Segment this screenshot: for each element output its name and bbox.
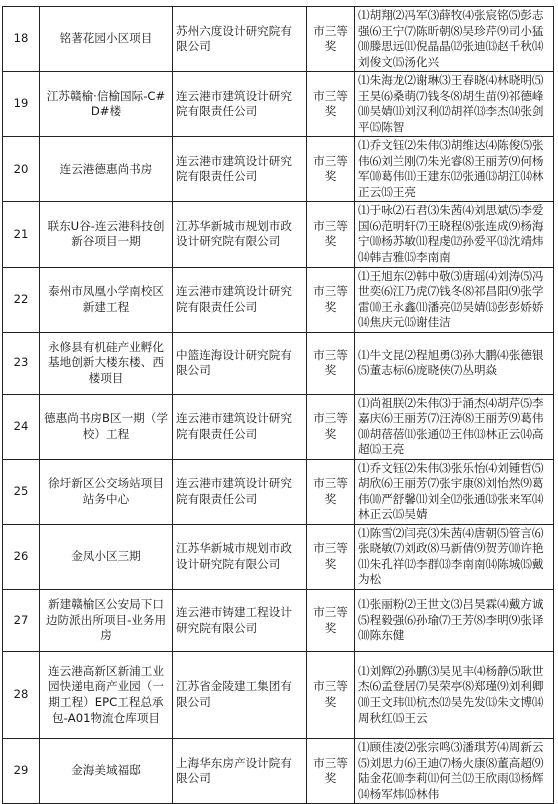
award-level: 市三等奖 — [307, 394, 355, 459]
table-row — [3, 739, 554, 804]
project-name: 金海美域福邸 — [40, 739, 173, 804]
table-row — [3, 652, 554, 739]
row-number: 25 — [3, 459, 40, 524]
row-number: 18 — [3, 7, 40, 72]
project-name: 连云港德惠尚书房 — [40, 137, 173, 202]
team-members: ⑴朱海龙⑵谢琳⑶王春晓⑷林晓明⑸王昊⑹桑萌⑺钱冬⑻胡生苗⑼祁德峰⑽吴婧⑾刘汉利⑿胡祥⒀李杰⒁张剑平⒂陈智 — [355, 72, 554, 137]
table-row — [3, 267, 554, 332]
team-members: ⑴王旭东⑵韩中敬⑶唐瑶⑷刘涛⑸冯世奕⑹江乃虎⑺钱冬⑻祁昌阳⑼张学雷⑽王永鑫⑾潘亮⑿吴婧⒀彭彭娇娇⒁焦庆元⒂谢佳洁 — [355, 267, 554, 332]
table-row — [3, 459, 554, 524]
award-table — [2, 6, 554, 804]
design-unit: 连云港市建筑设计研究院有限责任公司 — [173, 459, 307, 524]
table-row — [3, 524, 554, 589]
design-unit: 中篮连海设计研究院有限公司 — [173, 332, 307, 394]
award-level: 市三等奖 — [307, 652, 355, 739]
design-unit: 江苏华新城市规划市政设计研究院有限公司 — [173, 202, 307, 267]
row-number: 19 — [3, 72, 40, 137]
design-unit: 上海华东房产设计院有限公司 — [173, 739, 307, 804]
row-number: 20 — [3, 137, 40, 202]
award-level: 市三等奖 — [307, 202, 355, 267]
row-number: 22 — [3, 267, 40, 332]
design-unit: 连云港市建筑设计研究院有限责任公司 — [173, 137, 307, 202]
design-unit: 连云港市建筑设计研究院有限责任公司 — [173, 72, 307, 137]
row-number: 24 — [3, 394, 40, 459]
team-members: ⑴胡翔⑵冯军⑶薛牧⑷张宸铭⑸彭志强⑹王宁⑺陈昕朝⑻吴珍芹⑼司小猛⑽滕思远⑾倪晶晶⑿张迪⒀赵千秋⒁刘俊文⒂汤化兴 — [355, 7, 554, 72]
team-members: ⑴刘辉⑵孙鹏⑶吴见丰⑷杨静⑸耿世杰⑹孟登居⑺吴荣亭⑻郑瑾⑼刘利卿⑽王文玮⑾杭杰⑿吴先发⒀朱文博⒁周秋红⒂王云 — [355, 652, 554, 739]
award-level: 市三等奖 — [307, 137, 355, 202]
design-unit: 江苏华新城市规划市政设计研究院有限公司 — [173, 524, 307, 589]
table-row — [3, 590, 554, 652]
award-level: 市三等奖 — [307, 459, 355, 524]
table-row — [3, 394, 554, 459]
team-members: ⑴牛文昆⑵程旭勇⑶孙大鹏⑷张德银⑸董志标⑹庞晓侠⑺丛明焱 — [355, 332, 554, 394]
project-name: 新建赣榆区公安局下口边防派出所项目-业务用房 — [40, 590, 173, 652]
row-number: 23 — [3, 332, 40, 394]
project-name: 铭著花园小区项目 — [40, 7, 173, 72]
award-level: 市三等奖 — [307, 332, 355, 394]
project-name: 连云港高新区新浦工业园快递电商产业园（一期工程）EPC工程总承包-A01物流仓库项目 — [40, 652, 173, 739]
table-row — [3, 72, 554, 137]
award-level: 市三等奖 — [307, 739, 355, 804]
team-members: ⑴陈雪⑵闫亮⑶朱茜⑷唐朝⑸管言⑹张晓敏⑺刘政⑻马新倩⑼贺芳⑽许艳⑾朱孔祥⑿李群⒀李南南⒁陈城⒂戴为松 — [355, 524, 554, 589]
design-unit: 连云港市建筑设计研究院有限责任公司 — [173, 267, 307, 332]
project-name: 泰州市凤凰小学南校区新建工程 — [40, 267, 173, 332]
table-row — [3, 332, 554, 394]
project-name: 永修县有机硅产业孵化基地创新大楼东楼、西楼项目 — [40, 332, 173, 394]
project-name: 联东U谷-连云港科技创新谷项目一期 — [40, 202, 173, 267]
row-number: 26 — [3, 524, 40, 589]
team-members: ⑴张丽粉⑵王世文⑶吕昊霖⑷戴方诚⑸程毅强⑹孙瑜⑺王芳⑻李明⑼张译⑽陈东健 — [355, 590, 554, 652]
design-unit: 连云港市铸建工程设计研究院有限公司 — [173, 590, 307, 652]
team-members: ⑴乔文钰⑵朱伟⑶张乐怡⑷刘锺哲⑸胡欣⑹王丽芳⑺张宇康⑻刘怡然⑼葛伟⑽严舒馨⑾刘全⑿张通⒀张来军⒁林正云⒂吴婧 — [355, 459, 554, 524]
design-unit: 苏州六度设计研究院有限公司 — [173, 7, 307, 72]
row-number: 27 — [3, 590, 40, 652]
row-number: 28 — [3, 652, 40, 739]
table-row — [3, 137, 554, 202]
table-row — [3, 7, 554, 72]
award-table-body — [3, 7, 554, 804]
award-level: 市三等奖 — [307, 7, 355, 72]
award-level: 市三等奖 — [307, 267, 355, 332]
project-name: 金凤小区三期 — [40, 524, 173, 589]
design-unit: 连云港市建筑设计研究院有限责任公司 — [173, 394, 307, 459]
project-name: 徐圩新区公交场站项目站务中心 — [40, 459, 173, 524]
project-name: 德惠尚书房B区一期（学校）工程 — [40, 394, 173, 459]
row-number: 29 — [3, 739, 40, 804]
award-level: 市三等奖 — [307, 72, 355, 137]
team-members: ⑴乔文钰⑵朱伟⑶胡维达⑷陈俊⑸张伟⑹刘兰刚⑺朱光睿⑻王丽芳⑼何杨军⑽葛伟⑾王建东⑿张通⒀胡江⒁林正云⒂王亮 — [355, 137, 554, 202]
table-row — [3, 202, 554, 267]
team-members: ⑴于咏⑵石君⑶朱茜⑷刘思斌⑸李爱国⑹范明轩⑺王晓程⑻张连成⑼杨海宁⑽杨苏敏⑾程虔⑿孙爱平⒀沈靖炜⒁韩吉雅⒂李南南 — [355, 202, 554, 267]
team-members: ⑴尚祖朕⑵朱伟⑶于涌杰⑷胡芹⑸李嘉庆⑹王丽芳⑺汪涛⑻王丽芳⑼葛伟⑽胡蓓蓓⑾张通⑿王伟⒀林正云⒁高超⒂王亮 — [355, 394, 554, 459]
design-unit: 江苏省金陵建工集团有限公司 — [173, 652, 307, 739]
award-level: 市三等奖 — [307, 524, 355, 589]
award-level: 市三等奖 — [307, 590, 355, 652]
team-members: ⑴顾佳凌⑵张宗鸣⑶潘琪芳⑷周新云⑸刘思力⑹王迪⑺杨火康⑻董高超⑼陆金花⑽李莉⑾何兰⑿王欣雨⒀杨辉⒁杨军炜⒂林伟 — [355, 739, 554, 804]
row-number: 21 — [3, 202, 40, 267]
project-name: 江苏赣榆·信榆国际-C#D#楼 — [40, 72, 173, 137]
